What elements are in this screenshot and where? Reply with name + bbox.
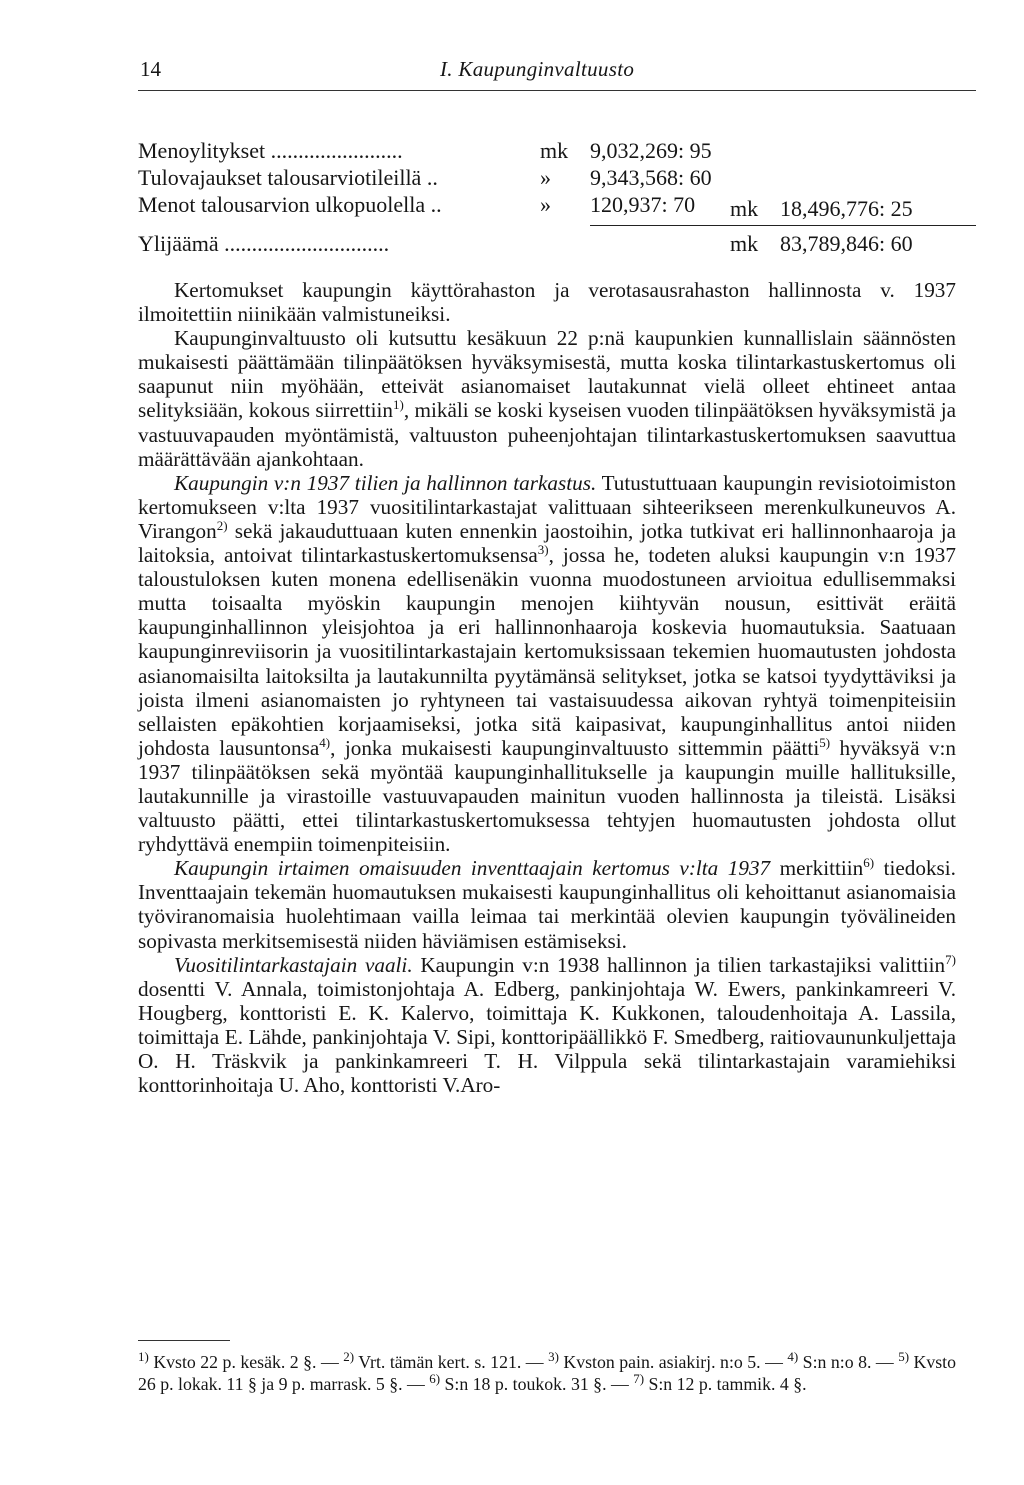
ditto-mark: » [540,165,551,190]
paragraph: Kaupungin v:n 1937 tilien ja hallinnon tarkastus. Tutustuttuaan kaupungin revisiotoimiston kertomukseen v:lta 1937 vuositilintarkastajat valittuaan sihteerikseen merenkulkuneuvos A. Virangon$^{2)}$ sekä jakauduttuaan kuten ennenkin jaostoihin, jotka tutkivat eri hallinnonhaaroja ja laitoksia, antoivat tilintarkastuskertomuksensa$^{3)}$, jossa he, todeten aluksi kaupungin v:n 1937 taloustuloksen kuten monena edellisenäkin vuonna muodostuneen arvioitua edullisemmaksi mutta toisaalta myöskin kaupungin menojen kiihtyvän nousun, esittivät eräitä kaupunginhallinnon yleisjohtoa ja eri hallinnonhaaroja koskevia huomautuksia. Saatuaan kaupunginreviisorin ja vuositilintarkastajain kertomuksissaan tekemien huomautusten johdosta asianomaisilta laitoksilta ja lautakunnilta pyytämänsä selitykset, jotka se katsoi tyydyttäviksi ja joista ilmeni asianomaisten jo ryhtyneen tai vastaisuudessa aikovan ryhtyä toimenpiteisiin sellaisten epäkohtien korjaamiseksi, jotka sitä kaipasivat, kaupunginhallitus antoi niiden johdosta lausuntonsa$^{4)}$, jonka mukaisesti kaupunginvaltuusto sittemmin päätti$^{5)}$ hyväksyä v:n 1937 tilinpäätöksen sekä myöntää kaupunginhallitukselle ja kaupungin muille hallituksille, lautakunnille ja virastoille vastuuvapauden mainitun vuoden hallinnosta ja tileistä. Lisäksi valtuusto päätti, ettei tilintarkastuskertomuksessa tehtyjen huomautusten johdosta ollut ryhdyttävä enempiin toimenpiteisiin. [138,470,956,857]
footnote-ref: 7) [945,951,956,967]
ditto-mark: » [540,192,551,217]
body-text [138,278,956,1097]
footnotes: $^{1)}$ Kvsto 22 p. kesäk. 2 §. — $^{2)}$ Vrt. tämän kert. s. 121. — $^{3)}$ Kvston pain. asiakirj. n:o 5. — $^{4)}$ S:n n:o 8. — $^{5)}$ Kvsto 26 p. lokak. 11 § ja 9 p. marrask. 5 §. — $^{6)}$ S:n 18 p. toukok. 31 §. — $^{7)}$ S:n 12 p. tammik. 4 §. [138,1349,956,1394]
footnote-mark: 1) [138,1349,149,1365]
finance-total: 18,496,776: 25 [780,196,913,221]
footnote-mark: 4) [787,1349,799,1365]
finance-label: Menot talousarvion ulkopuolella [138,192,426,217]
footnote-mark: 2) [343,1349,355,1365]
section-title: Kaupungin irtaimen omaisuuden inventtaajain kertomus v:lta 1937 [174,856,771,881]
footnote-rule [138,1340,230,1341]
finance-row [138,165,976,193]
footnote-ref: 6) [863,855,875,871]
finance-label: Ylijäämä [138,231,219,256]
finance-amount: 9,343,568: 60 [590,165,712,190]
finance-row [138,192,976,220]
section-title: Kaupungin v:n 1937 tilien ja hallinnon tarkastus. [174,470,597,495]
finance-label: Tulovajaukset talousarviotileillä [138,165,422,190]
finance-total: 83,789,846: 60 [780,231,913,256]
finance-row [138,231,976,259]
finance-summary [138,138,976,264]
paragraph: Kaupunginvaltuusto oli kutsuttu kesäkuun 22 p:nä kaupunkien kunnallislain säännösten mukaisesti päättämään tilinpäätöksen hyväksymisestä, mutta koska tilintarkastuskertomus oli saapunut niin myöhään, etteivät asianomaiset lautakunnat vielä olleet ehtineet antaa selityksiään, kokous siirrettiin$^{1)}$, mikäli se koski kyseisen vuoden tilinpäätöksen hyväksymistä ja vastuuvapauden myöntämistä, valtuuston puheenjohtajan tilintarkastuskertomuksen saavuttua määrättävään ajankohtaan. [138,326,956,471]
footnote-mark: 3) [548,1349,559,1365]
dot-leader: ........................ [265,138,403,163]
dot-leader: .............................. [218,231,390,256]
running-head: I. Kaupunginvaltuusto [440,57,635,81]
footnote-mark: 6) [429,1370,441,1386]
footnote-ref: 5) [819,734,831,750]
page-header [138,54,976,91]
dot-leader: .. [425,192,442,217]
footnote-mark: 5) [898,1349,910,1365]
paragraph: Kaupungin irtaimen omaisuuden inventtaajain kertomus v:lta 1937 merkittiin$^{6)}$ tiedoksi. Inventtaajain tekemän huomautuksen mukaisesti kaupunginhallitus oli kehoittanut asianomaisia työviranomaisia huolehtimaan vailla leimaa tai merkintää olevien kaupungin työvälineiden sopivasta merkitsemisestä niiden häviämisen estämiseksi. [138,855,956,953]
sum-rule [590,225,976,226]
finance-amount: 120,937: 70 [590,192,696,217]
page-number: 14 [140,57,161,81]
currency-unit: mk [730,196,759,221]
currency-unit: mk [730,231,759,256]
paragraph: Kertomukset kaupungin käyttörahaston ja verotasausrahaston hallinnosta v. 1937 ilmoitettiin niinikään valmistuneiksi. [138,278,956,327]
footnote-ref: 1) [393,397,404,413]
finance-row [138,138,976,166]
footnote-ref: 3) [537,541,549,557]
footnote-mark: 7) [633,1370,645,1386]
finance-amount: 9,032,269: 95 [590,138,712,163]
section-title: Vuositilintarkastajain vaali. [174,952,413,977]
footnote-ref: 2) [216,517,228,533]
paragraph: Vuositilintarkastajain vaali. Kaupungin v:n 1938 hallinnon ja tilien tarkastajiksi valittiin$^{7)}$ dosentti V. Annala, toimistonjohtaja A. Edberg, pankinjohtaja W. Ewers, pankinkamreeri V. Hougberg, konttoristi E. K. Kalervo, toimittaja K. Kukkonen, taloudenhoitaja A. Lassila, toimittaja E. Lähde, pankinjohtaja V. Sipi, konttoripäällikkö F. Smedberg, raitiovaununkuljettaja O. H. Träskvik ja pankinkamreeri T. H. Vilppula sekä tilintarkastajain varamiehiksi konttorinhoitaja U. Aho, konttoristi V.Aro- [138,951,956,1098]
finance-label: Menoylitykset [138,138,266,163]
dot-leader: .. [421,165,438,190]
footnote-ref: 4) [319,734,331,750]
currency-unit: mk [540,138,569,163]
